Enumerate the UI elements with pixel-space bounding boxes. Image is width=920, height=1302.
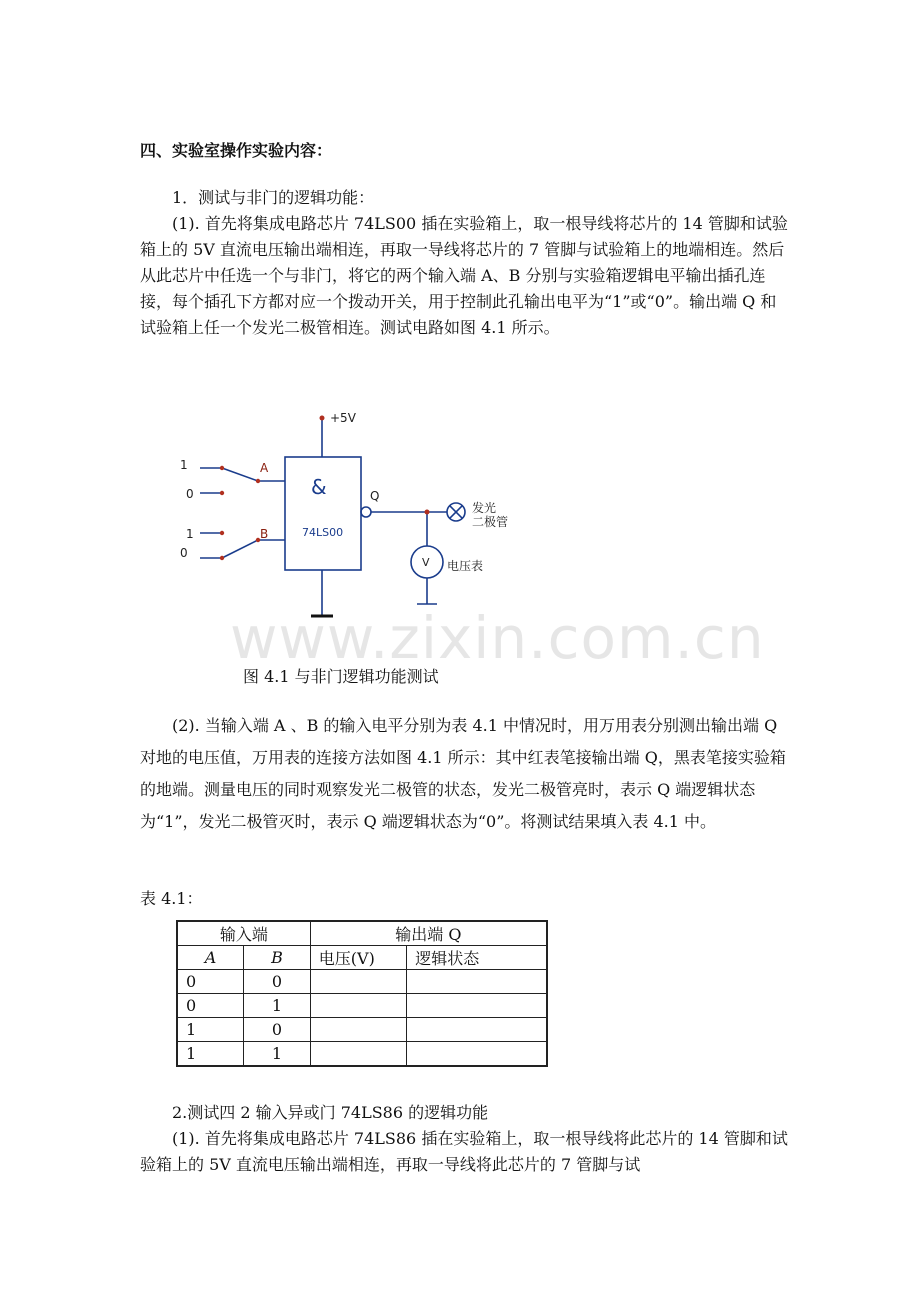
input-b-label: B — [260, 527, 269, 541]
junction-node — [425, 510, 430, 515]
table-row — [177, 994, 547, 1018]
chip-label: 74LS00 — [302, 526, 344, 539]
cell-a: 0 — [177, 970, 244, 994]
cell-b: 1 — [244, 994, 311, 1018]
input-group-header: 输入端 — [177, 921, 310, 946]
column-header-b: B — [244, 946, 311, 970]
vcc-node — [320, 416, 325, 421]
node-b-high — [220, 531, 224, 535]
cell-b: 0 — [244, 1018, 311, 1042]
node-b-low — [220, 556, 224, 560]
switch-a-low-label: 0 — [186, 487, 194, 501]
subsection-title-2: 2.测试四 2 输入异或门 74LS86 的逻辑功能 — [172, 1103, 489, 1122]
nand-test-circuit-diagram — [160, 400, 540, 625]
paragraph-step2: (2). 当输入端 A 、B 的输入电平分别为表 4.1 中情况时，用万用表分别测出输出端 Q 对地的电压值，万用表的连接方法如图 4.1 所示：其中红表笔接输出端 Q，黑表笔接实验箱的地端。测量电压的同时观察发光二极管的状态，发光二极管亮时，表示 Q 端逻辑状态为“1”，发光二极管灭时，表示 Q 端逻辑状态为“0”。将测试结果填入表 4.1 中。 — [140, 716, 786, 831]
cell-a: 1 — [177, 1042, 244, 1067]
vcc-label: +5V — [330, 411, 356, 425]
watermark: www.zixin.com.cn — [230, 604, 765, 672]
cell-voltage — [310, 1018, 407, 1042]
nand-gate-body — [285, 457, 361, 570]
cell-b: 1 — [244, 1042, 311, 1067]
cell-state — [407, 1042, 547, 1067]
subsection-title-1: 1．测试与非门的逻辑功能： — [172, 188, 375, 207]
led-label-1: 发光 — [472, 501, 497, 515]
cell-state — [407, 1018, 547, 1042]
table-column-header-row — [177, 946, 547, 970]
output-q-label: Q — [370, 489, 380, 503]
node-a-pivot — [256, 479, 260, 483]
cell-b: 0 — [244, 970, 311, 994]
cell-a: 1 — [177, 1018, 244, 1042]
table-label: 表 4.1： — [140, 889, 203, 908]
switch-b-low-label: 0 — [180, 546, 188, 560]
node-a-high — [220, 466, 224, 470]
gate-and-symbol: & — [311, 475, 327, 499]
column-header-a: A — [177, 946, 244, 970]
cell-voltage — [310, 970, 407, 994]
cell-voltage — [310, 1042, 407, 1067]
voltmeter-letter: V — [422, 556, 430, 569]
truth-table — [176, 920, 548, 1067]
switch-b-high-label: 1 — [186, 527, 194, 541]
column-header-voltage: 电压(V) — [310, 946, 407, 970]
table-row — [177, 1018, 547, 1042]
cell-voltage — [310, 994, 407, 1018]
cell-a: 0 — [177, 994, 244, 1018]
switch-a-high-label: 1 — [180, 458, 188, 472]
figure-caption: 图 4.1 与非门逻辑功能测试 — [243, 667, 439, 686]
cell-state — [407, 994, 547, 1018]
paragraph-step1: (1). 首先将集成电路芯片 74LS00 插在实验箱上，取一根导线将芯片的 14 管脚和试验箱上的 5V 直流电压输出端相连，再取一导线将芯片的 7 管脚与试验箱上的地端相连。然后从此芯片中任选一个与非门，将它的两个输入端 A、B 分别与实验箱逻辑电平输出插孔连接，每个插孔下方都对应一个拨动开关，用于控制此孔输出电平为“1”或“0”。输出端 Q 和试验箱上任一个发光二极管相连。测试电路如图 4.1 所示。 — [140, 214, 788, 337]
voltmeter-label: 电压表 — [447, 559, 484, 573]
section-heading: 四、实验室操作实验内容： — [140, 141, 333, 160]
node-a-low — [220, 491, 224, 495]
table-row — [177, 970, 547, 994]
cell-state — [407, 970, 547, 994]
table-row — [177, 1042, 547, 1067]
led-label-2: 二极管 — [472, 515, 509, 529]
table-group-header-row — [177, 921, 547, 946]
column-header-state: 逻辑状态 — [407, 946, 547, 970]
output-group-header: 输出端 Q — [310, 921, 547, 946]
paragraph-section2-step1: (1). 首先将集成电路芯片 74LS86 插在实验箱上，取一根导线将此芯片的 14 管脚和试验箱上的 5V 直流电压输出端相连，再取一导线将此芯片的 7 管脚与试 — [140, 1129, 788, 1174]
input-a-label: A — [260, 461, 269, 475]
